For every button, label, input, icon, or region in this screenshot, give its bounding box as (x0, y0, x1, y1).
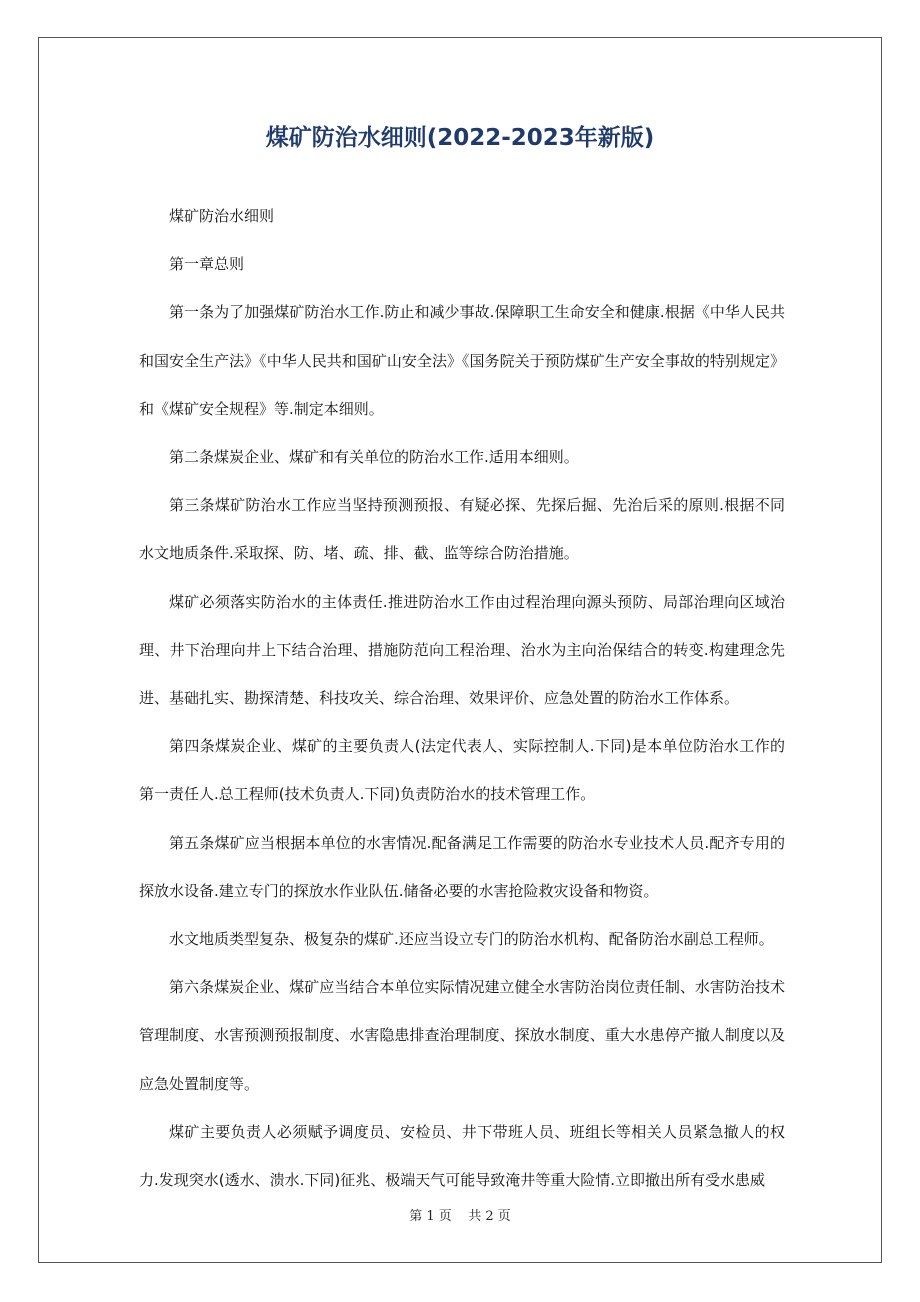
paragraph: 第四条煤炭企业、煤矿的主要负责人(法定代表人、实际控制人.下同)是本单位防治水工作的第一责任人.总工程师(技术负责人.下同)负责防治水的技术管理工作。 (139, 737, 785, 804)
paragraph: 水文地质类型复杂、极复杂的煤矿.还应当设立专门的防治水机构、配备防治水副总工程师。 (169, 930, 774, 949)
paragraph: 第五条煤矿应当根据本单位的水害情况.配备满足工作需要的防治水专业技术人员.配齐专用的探放水设备.建立专门的探放水作业队伍.储备必要的水害抢险救灾设备和物资。 (139, 833, 785, 900)
document-title: 煤矿防治水细则(2022-2023年新版) (265, 125, 655, 151)
page-number-footer: 第 1 页 共 2 页 (409, 1209, 511, 1224)
document-body (139, 192, 785, 1204)
paragraph: 第六条煤炭企业、煤矿应当结合本单位实际情况建立健全水害防治岗位责任制、水害防治技术管理制度、水害预测预报制度、水害隐患排查治理制度、探放水制度、重大水患停产撤人制度以及应急处置制度等。 (139, 978, 785, 1093)
paragraph: 第三条煤矿防治水工作应当坚持预测预报、有疑必探、先探后掘、先治后采的原则.根据不同水文地质条件.采取探、防、堵、疏、排、截、监等综合防治措施。 (139, 496, 785, 563)
paragraph: 煤矿必须落实防治水的主体责任.推进防治水工作由过程治理向源头预防、局部治理向区域治理、井下治理向井上下结合治理、措施防范向工程治理、治水为主向治保结合的转变.构建理念先进、基础扎实、勘探清楚、科技攻关、综合治理、效果评价、应急处置的防治水工作体系。 (139, 592, 785, 708)
paragraph: 煤矿防治水细则 (169, 207, 275, 225)
paragraph: 第一章总则 (169, 255, 245, 274)
paragraph: 第二条煤炭企业、煤矿和有关单位的防治水工作.适用本细则。 (169, 448, 579, 467)
paragraph: 第一条为了加强煤矿防治水工作.防止和减少事故.保障职工生命安全和健康.根据《中华人民共和国安全生产法》《中华人民共和国矿山安全法》《国务院关于预防煤矿生产安全事故的特别规定》和《煤矿安全规程》等.制定本细则。 (139, 303, 785, 418)
paragraph: 煤矿主要负责人必须赋予调度员、安检员、井下带班人员、班组长等相关人员紧急撤人的权力.发现突水(透水、溃水.下同)征兆、极端天气可能导致淹井等重大险情.立即撤出所有受水患威 (139, 1122, 785, 1190)
